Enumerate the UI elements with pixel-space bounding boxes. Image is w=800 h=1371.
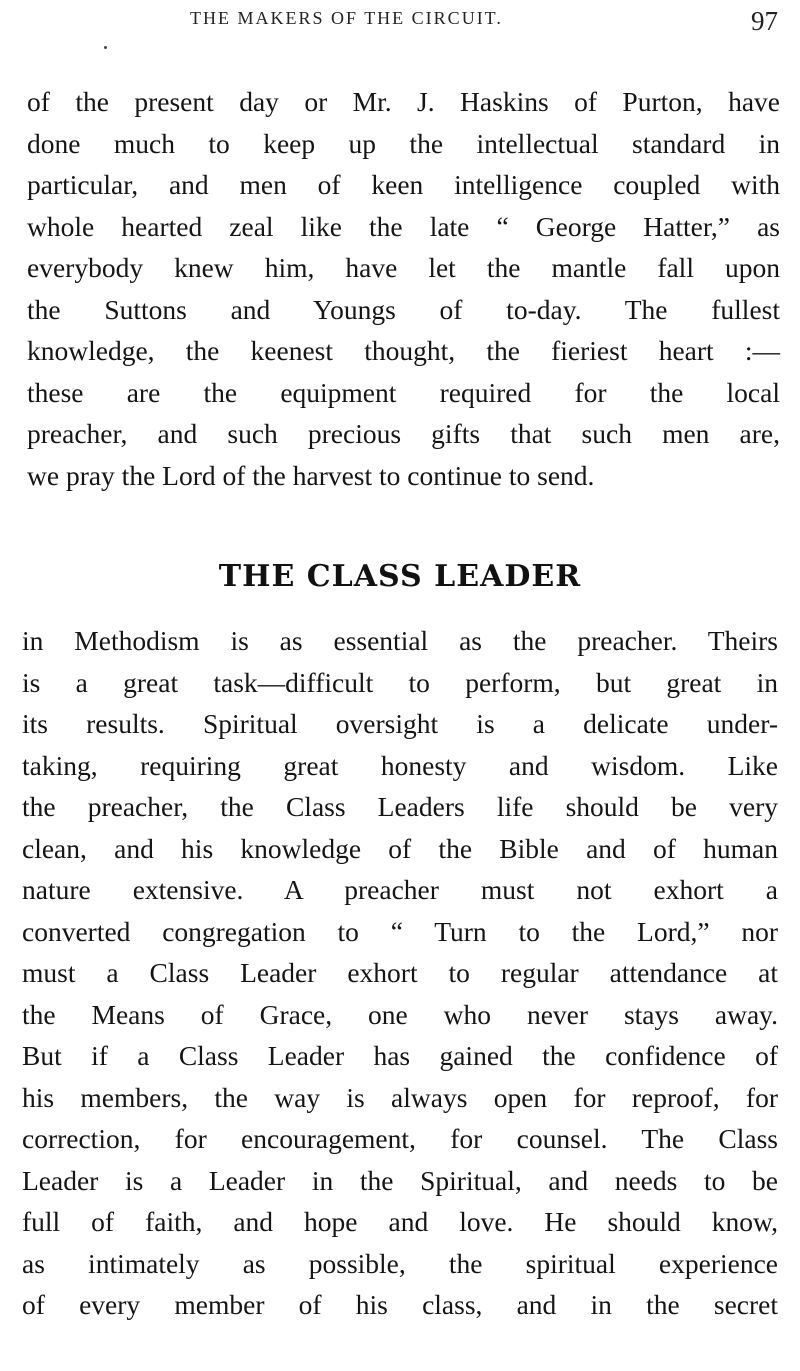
text-line: the Suttons and Youngs of to-day. The fullest: [27, 293, 780, 325]
text-line: is a great task—difficult to perform, but great in: [22, 666, 778, 698]
text-line: the preacher, the Class Leaders life should be very: [22, 791, 778, 822]
text-line: of the present day or Mr. J. Haskins of Purton, have: [27, 86, 780, 117]
running-head: [0, 4, 800, 34]
text-line: nature extensive. A preacher must not exhort a: [22, 874, 778, 905]
text-line: his members, the way is always open for reproof, for: [22, 1081, 778, 1113]
text-line: preacher, and such precious gifts that such men are,: [27, 418, 780, 449]
text-line: taking, requiring great honesty and wisdom. Like: [22, 749, 778, 781]
text-line: full of faith, and hope and love. He should know,: [22, 1206, 778, 1237]
text-line: in Methodism is as essential as the preacher. Theirs: [22, 625, 778, 656]
section-heading: THE CLASS LEADER: [218, 559, 582, 594]
text-line: converted congregation to “ Turn to the Lord,” nor: [22, 915, 778, 947]
text-line: whole hearted zeal like the late “ George Hatter,” as: [27, 210, 780, 242]
text-line: of every member of his class, and in the secret: [22, 1289, 778, 1320]
text-line: correction, for encouragement, for counsel. The Class: [22, 1123, 778, 1154]
page-number: 97: [751, 6, 778, 36]
text-line: as intimately as possible, the spiritual experience: [22, 1247, 778, 1279]
text-line: everybody knew him, have let the mantle fall upon: [27, 252, 780, 283]
text-line: clean, and his knowledge of the Bible and of human: [22, 832, 778, 864]
print-speck: [104, 46, 107, 49]
paragraph-local-preachers: [27, 81, 780, 496]
text-line: its results. Spiritual oversight is a delicate under-: [22, 708, 778, 739]
text-line: must a Class Leader exhort to regular attendance at: [22, 957, 778, 988]
text-line: these are the equipment required for the local: [27, 376, 780, 408]
text-line: done much to keep up the intellectual standard in: [27, 127, 780, 159]
paragraph-class-leader: [22, 620, 778, 1326]
text-line: particular, and men of keen intelligence coupled with: [27, 169, 780, 200]
text-line: the Means of Grace, one who never stays away.: [22, 998, 778, 1030]
running-title: THE MAKERS OF THE CIRCUIT.: [190, 8, 503, 28]
text-line: knowledge, the keenest thought, the fieriest heart :—: [27, 335, 780, 366]
text-line: we pray the Lord of the harvest to continue to send.: [27, 459, 595, 491]
text-line: But if a Class Leader has gained the confidence of: [22, 1040, 778, 1071]
text-line: Leader is a Leader in the Spiritual, and needs to be: [22, 1164, 778, 1196]
